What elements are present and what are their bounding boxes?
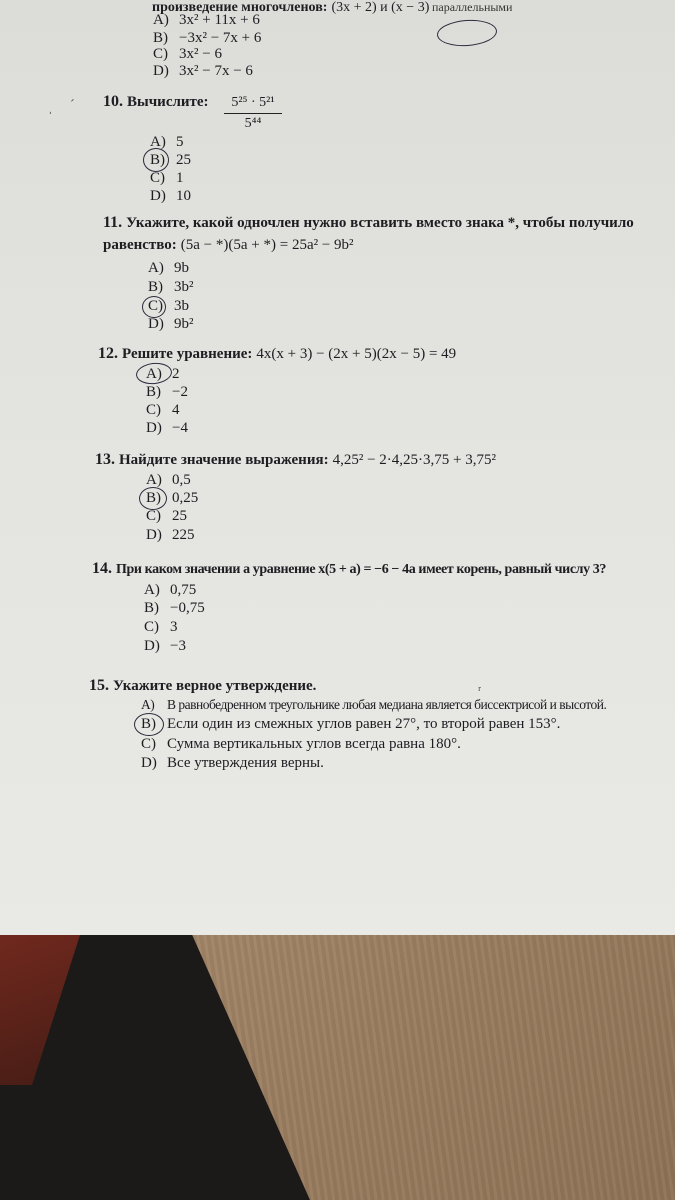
option-value: Если один из смежных углов равен 27°, то второй равен 153°.: [167, 716, 561, 732]
option-value: 3b²: [174, 279, 194, 295]
option-label: C): [146, 508, 161, 524]
q14-option-b: [144, 600, 205, 617]
option-value: −3x² − 7x + 6: [179, 30, 262, 46]
option-label: A): [141, 697, 155, 712]
q10-denominator: 5⁴⁴: [244, 116, 262, 131]
option-value: 9b: [174, 260, 189, 276]
option-label: D): [144, 638, 160, 654]
q11-answer-circle: [142, 296, 166, 318]
q13-text: Найдите значение выражения:: [119, 452, 329, 468]
option-label: C): [150, 170, 165, 186]
option-value: 0,5: [172, 472, 191, 488]
q10-option-d: [150, 188, 191, 205]
q14-text: При каком значении a уравнение x(5 + a) = −6 − 4a имеет корень, равный числу 3?: [116, 562, 606, 577]
q15-number: 15.: [89, 677, 109, 694]
q10-number: 10.: [103, 93, 123, 110]
option-label: D): [146, 420, 162, 436]
q15-option-c: [141, 736, 461, 753]
q11-number: 11.: [103, 214, 123, 231]
q10-text: Вычислите:: [127, 94, 209, 110]
option-value: 5: [176, 134, 184, 150]
q15-option-d: [141, 755, 324, 772]
q12-option-d: [146, 420, 188, 437]
pen-mark: ˊ: [70, 98, 75, 113]
q10-option-c: [150, 170, 184, 187]
header-fragment: параллельными: [432, 0, 513, 14]
option-label: B): [146, 384, 161, 400]
q9-option-a: [153, 12, 260, 29]
option-value: 3b: [174, 298, 189, 314]
q9-expr: (3x + 2) и (x − 3): [331, 0, 430, 15]
q11-expr: (5a − *)(5a + *) = 25a² − 9b²: [180, 237, 354, 253]
option-label: C): [153, 46, 168, 62]
q10-fraction: [224, 95, 282, 132]
option-label: B): [153, 30, 168, 46]
option-value: −2: [172, 384, 188, 400]
q13-option-c: [146, 508, 187, 525]
option-value: 9b²: [174, 316, 194, 332]
option-value: В равнобедренном треугольнике любая медиана является биссектрисой и высотой.: [167, 697, 607, 712]
q12-number: 12.: [98, 345, 118, 362]
option-label: C): [141, 736, 156, 752]
option-value: 10: [176, 188, 191, 204]
q15-option-a: [141, 697, 606, 713]
fraction-bar: [224, 113, 282, 114]
q9-option-d: [153, 63, 253, 80]
q13-option-d: [146, 527, 195, 544]
question-12: [98, 345, 456, 363]
q15-option-b: [141, 716, 560, 733]
question-10: [103, 93, 209, 111]
option-value: 25: [172, 508, 187, 524]
pen-mark: ˌ: [48, 100, 53, 115]
option-value: −4: [172, 420, 188, 436]
option-value: 1: [176, 170, 184, 186]
q10-numerator: 5²⁵ · 5²¹: [231, 95, 275, 110]
q12-text: Решите уравнение:: [122, 346, 253, 362]
q13-answer-circle: [139, 487, 167, 510]
q11-text2: равенство:: [103, 237, 177, 253]
pen-mark: ʳ: [478, 684, 482, 699]
q9-option-c: [153, 46, 222, 63]
option-label: D): [146, 527, 162, 543]
q14-option-c: [144, 619, 178, 636]
option-label: B): [150, 152, 165, 168]
q13-expr: 4,25² − 2·4,25·3,75 + 3,75²: [332, 452, 496, 468]
option-label: D): [148, 316, 164, 332]
q14-option-d: [144, 638, 186, 655]
option-label: A): [146, 366, 162, 382]
question-11-line-2: [103, 236, 354, 254]
option-value: 3: [170, 619, 178, 635]
option-label: D): [153, 63, 169, 79]
question-11: [103, 214, 634, 232]
question-14: [92, 560, 606, 578]
option-label: B): [141, 716, 156, 732]
q9-handwritten-circle: [436, 18, 498, 48]
option-value: 25: [176, 152, 191, 168]
q11-option-d: [148, 316, 194, 333]
option-value: 3x² − 6: [179, 46, 222, 62]
q13-number: 13.: [95, 451, 115, 468]
option-label: D): [141, 755, 157, 771]
option-value: 225: [172, 527, 195, 543]
q12-option-b: [146, 384, 188, 401]
q9-option-b: [153, 30, 261, 47]
q11-option-a: [148, 260, 189, 277]
option-value: 3x² − 7x − 6: [179, 63, 253, 79]
q15-text: Укажите верное утверждение.: [113, 678, 317, 694]
option-label: A): [148, 260, 164, 276]
option-label: C): [144, 619, 159, 635]
option-value: 4: [172, 402, 180, 418]
option-value: 0,75: [170, 582, 197, 598]
q12-option-c: [146, 402, 180, 419]
q12-expr: 4x(x + 3) − (2x + 5)(2x − 5) = 49: [256, 346, 457, 362]
option-label: B): [146, 490, 161, 506]
option-value: 0,25: [172, 490, 199, 506]
option-value: −3: [170, 638, 186, 654]
question-13: [95, 451, 496, 469]
q15-answer-circle: [134, 713, 164, 736]
option-value: 2: [172, 366, 180, 382]
option-value: 3x² + 11x + 6: [179, 12, 260, 28]
q11-text: Укажите, какой одночлен нужно вставить вместо знака *, чтобы получило: [126, 215, 634, 231]
option-label: A): [144, 582, 160, 598]
option-label: B): [144, 600, 159, 616]
option-value: Сумма вертикальных углов всегда равна 180°.: [167, 736, 461, 752]
option-label: D): [150, 188, 166, 204]
option-label: A): [150, 134, 166, 150]
q10-answer-circle: [143, 148, 169, 172]
question-15: [89, 677, 316, 695]
option-value: −0,75: [170, 600, 205, 616]
q11-option-b: [148, 279, 194, 296]
option-value: Все утверждения верны.: [167, 755, 324, 771]
option-label: C): [146, 402, 161, 418]
q9-text: произведение многочленов:: [152, 0, 328, 15]
q14-number: 14.: [92, 560, 112, 577]
option-label: A): [153, 12, 169, 28]
option-label: B): [148, 279, 163, 295]
option-label: A): [146, 472, 162, 488]
q14-option-a: [144, 582, 196, 599]
option-label: C): [148, 298, 163, 314]
